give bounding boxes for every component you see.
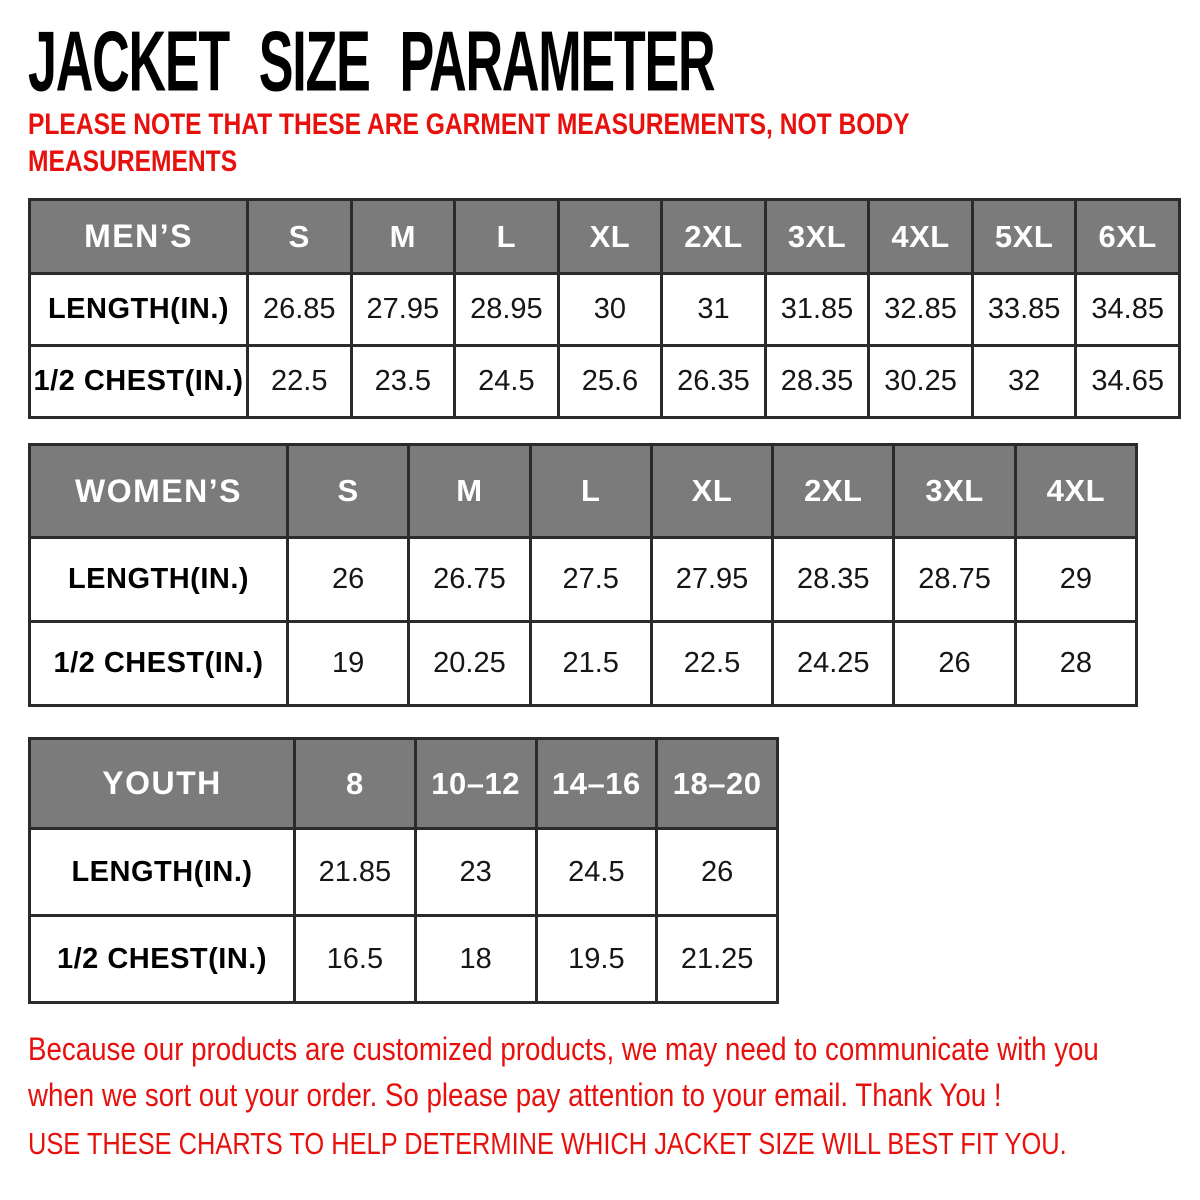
measurement-value-cell: 21.85 bbox=[295, 829, 416, 916]
measurement-value-cell: 28.95 bbox=[455, 274, 559, 346]
measurement-value-cell: 20.25 bbox=[409, 622, 530, 706]
measurement-row-label: LENGTH(IN.) bbox=[30, 829, 295, 916]
measurement-value-cell: 28.35 bbox=[765, 346, 869, 418]
size-header-row bbox=[30, 445, 1137, 538]
customization-notice-line-2: when we sort out your order. So please pay attention to your email. Thank You ! bbox=[28, 1077, 1002, 1113]
measurement-value-cell: 19.5 bbox=[536, 916, 657, 1003]
table-group-name: WOMEN’S bbox=[30, 445, 288, 538]
measurement-value-cell: 24.25 bbox=[773, 622, 894, 706]
page-title: JACKET SIZE PARAMETER bbox=[28, 12, 715, 109]
measurement-value-cell: 30.25 bbox=[869, 346, 973, 418]
measurement-row bbox=[30, 622, 1137, 706]
measurement-value-cell: 28 bbox=[1015, 622, 1136, 706]
measurement-value-cell: 26 bbox=[288, 538, 409, 622]
womens-size-table bbox=[28, 443, 1138, 707]
measurement-row-label: 1/2 CHEST(IN.) bbox=[30, 622, 288, 706]
measurement-value-cell: 23 bbox=[415, 829, 536, 916]
size-header-cell: S bbox=[248, 200, 352, 274]
garment-measurement-note bbox=[28, 106, 910, 180]
measurement-value-cell: 26.85 bbox=[248, 274, 352, 346]
measurement-value-cell: 16.5 bbox=[295, 916, 416, 1003]
measurement-value-cell: 27.95 bbox=[351, 274, 455, 346]
size-header-cell: 4XL bbox=[1015, 445, 1136, 538]
size-header-cell: 3XL bbox=[894, 445, 1015, 538]
measurement-value-cell: 23.5 bbox=[351, 346, 455, 418]
measurement-value-cell: 27.5 bbox=[530, 538, 651, 622]
measurement-value-cell: 29 bbox=[1015, 538, 1136, 622]
measurement-value-cell: 32 bbox=[972, 346, 1076, 418]
measurement-value-cell: 32.85 bbox=[869, 274, 973, 346]
size-header-cell: S bbox=[288, 445, 409, 538]
table-group-name: MEN’S bbox=[30, 200, 248, 274]
measurement-value-cell: 25.6 bbox=[558, 346, 662, 418]
size-header-cell: 2XL bbox=[662, 200, 766, 274]
size-header-cell: 18–20 bbox=[657, 739, 778, 829]
customization-notice bbox=[28, 1026, 1099, 1118]
size-header-cell: 2XL bbox=[773, 445, 894, 538]
measurement-value-cell: 26.35 bbox=[662, 346, 766, 418]
youth-size-table bbox=[28, 737, 779, 1004]
measurement-value-cell: 31.85 bbox=[765, 274, 869, 346]
measurement-value-cell: 21.25 bbox=[657, 916, 778, 1003]
size-header-cell: M bbox=[409, 445, 530, 538]
measurement-row bbox=[30, 346, 1180, 418]
measurement-value-cell: 30 bbox=[558, 274, 662, 346]
chart-usage-note: USE THESE CHARTS TO HELP DETERMINE WHICH JACKET SIZE WILL BEST FIT YOU. bbox=[28, 1126, 1067, 1161]
measurement-row bbox=[30, 916, 778, 1003]
measurement-row-label: LENGTH(IN.) bbox=[30, 538, 288, 622]
measurement-row bbox=[30, 538, 1137, 622]
measurement-value-cell: 26.75 bbox=[409, 538, 530, 622]
size-header-cell: XL bbox=[558, 200, 662, 274]
size-header-cell: 4XL bbox=[869, 200, 973, 274]
measurement-row bbox=[30, 274, 1180, 346]
measurement-value-cell: 26 bbox=[657, 829, 778, 916]
size-header-cell: 8 bbox=[295, 739, 416, 829]
measurement-value-cell: 31 bbox=[662, 274, 766, 346]
measurement-value-cell: 26 bbox=[894, 622, 1015, 706]
measurement-value-cell: 22.5 bbox=[248, 346, 352, 418]
size-header-cell: 5XL bbox=[972, 200, 1076, 274]
customization-notice-line-1: Because our products are customized products, we may need to communicate with you bbox=[28, 1031, 1099, 1067]
size-header-cell: L bbox=[455, 200, 559, 274]
table-group-name: YOUTH bbox=[30, 739, 295, 829]
measurement-value-cell: 34.65 bbox=[1076, 346, 1180, 418]
size-header-cell: M bbox=[351, 200, 455, 274]
measurement-value-cell: 18 bbox=[415, 916, 536, 1003]
size-header-row bbox=[30, 200, 1180, 274]
size-header-cell: 6XL bbox=[1076, 200, 1180, 274]
size-header-cell: 10–12 bbox=[415, 739, 536, 829]
measurement-row bbox=[30, 829, 778, 916]
measurement-value-cell: 28.75 bbox=[894, 538, 1015, 622]
size-header-cell: 3XL bbox=[765, 200, 869, 274]
measurement-row-label: 1/2 CHEST(IN.) bbox=[30, 346, 248, 418]
measurement-value-cell: 21.5 bbox=[530, 622, 651, 706]
measurement-value-cell: 28.35 bbox=[773, 538, 894, 622]
measurement-value-cell: 34.85 bbox=[1076, 274, 1180, 346]
mens-size-table bbox=[28, 198, 1181, 419]
garment-measurement-note-line-1: PLEASE NOTE THAT THESE ARE GARMENT MEASUREMENTS, NOT BODY bbox=[28, 108, 910, 141]
measurement-row-label: LENGTH(IN.) bbox=[30, 274, 248, 346]
size-header-cell: XL bbox=[651, 445, 772, 538]
measurement-row-label: 1/2 CHEST(IN.) bbox=[30, 916, 295, 1003]
measurement-value-cell: 22.5 bbox=[651, 622, 772, 706]
measurement-value-cell: 24.5 bbox=[455, 346, 559, 418]
size-header-cell: 14–16 bbox=[536, 739, 657, 829]
size-header-row bbox=[30, 739, 778, 829]
measurement-value-cell: 19 bbox=[288, 622, 409, 706]
measurement-value-cell: 24.5 bbox=[536, 829, 657, 916]
size-header-cell: L bbox=[530, 445, 651, 538]
measurement-value-cell: 27.95 bbox=[651, 538, 772, 622]
garment-measurement-note-line-2: MEASUREMENTS bbox=[28, 145, 238, 178]
measurement-value-cell: 33.85 bbox=[972, 274, 1076, 346]
